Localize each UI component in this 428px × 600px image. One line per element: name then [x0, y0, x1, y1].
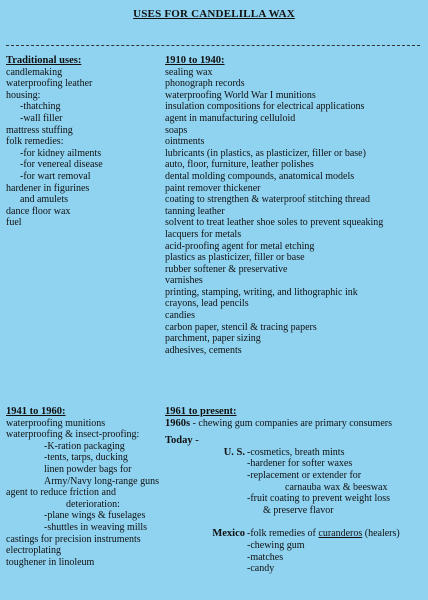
us-line-0: -cosmetics, breath mints [247, 446, 345, 458]
traditional-use-item: dance floor wax [6, 205, 71, 217]
mexico-line-3: -candy [247, 563, 275, 575]
mexico-line-0-suffix: (healers) [362, 528, 400, 540]
era-1960s-label: 1960s [165, 417, 191, 429]
era-1941-use-item: -tents, tarps, ducking [44, 452, 128, 464]
era-1960s-line [165, 418, 427, 430]
era-1910-use-item: insulation compositions for electrical applications [165, 101, 365, 113]
mexico-first-row [165, 528, 427, 540]
era-1941-use-item: -shuttles in weaving mills [44, 521, 148, 533]
era-1910-use-item: acid-proofing agent for metal etching [165, 240, 315, 252]
era-1910-use-item: sealing wax [165, 66, 213, 78]
era-1910-use-item: auto, floor, furniture, leather polishes [165, 159, 314, 171]
traditional-uses-section [6, 55, 161, 229]
era-1910-use-item: solvent to treat leather shoe soles to prevent squeaking [165, 217, 384, 229]
traditional-use-item: hardener in figurines [6, 182, 90, 194]
traditional-use-item: -for kidney ailments [20, 147, 102, 159]
era-1941-use-item: deterioration: [66, 498, 120, 510]
era-1910-use-item: phonograph records [165, 78, 245, 90]
era-1910-use-item: plastics as plasticizer, filler or base [165, 252, 305, 264]
page-title: USES FOR CANDELILLA WAX [133, 8, 295, 20]
era-1941-section [6, 406, 166, 568]
era-1910-use-item: lacquers for metals [165, 228, 242, 240]
era-1941-use-item: toughener in linoleum [6, 556, 95, 568]
traditional-use-item: fuel [6, 217, 22, 229]
era-1910-section [165, 55, 425, 356]
era-1910-use-item: tanning leather [165, 205, 225, 217]
era-1910-use-item: dental molding compounds, anatomical models [165, 170, 355, 182]
era-1910-use-item: parchment, paper sizing [165, 333, 261, 345]
traditional-use-item: -thatching [20, 101, 61, 113]
us-line-5: & preserve flavor [263, 504, 334, 516]
era-1910-use-item: paint remover thickener [165, 182, 261, 194]
era-1941-use-item: waterproofing munitions [6, 417, 106, 429]
traditional-use-item: housing: [6, 89, 41, 101]
era-1961-heading: 1961 to present: [165, 406, 237, 417]
era-1941-use-item: electroplating [6, 545, 61, 557]
era-1910-use-item: waterproofing World War I munitions [165, 89, 316, 101]
traditional-use-item: -wall filler [20, 112, 63, 124]
era-1960s-text: - chewing gum companies are primary consumers [190, 417, 392, 429]
era-1941-list [6, 418, 166, 569]
era-1910-use-item: crayons, lead pencils [165, 298, 249, 310]
era-1941-use-item: Army/Navy long-range guns [44, 475, 159, 487]
era-1910-use-item: coating to strengthen & waterproof stitching thread [165, 194, 370, 206]
era-1910-use-item: printing, stamping, writing, and lithographic ink [165, 286, 358, 298]
era-1941-use-item: castings for precision instruments [6, 533, 141, 545]
us-line-2: -replacement or extender for [247, 469, 362, 481]
traditional-use-item: and amulets [20, 194, 69, 206]
traditional-uses-heading: Traditional uses: [6, 55, 82, 66]
era-1941-use-item: agent to reduce friction and [6, 487, 116, 499]
era-1910-list [165, 67, 425, 357]
era-1910-heading: 1910 to 1940: [165, 55, 225, 66]
mexico-line-1: -chewing gum [247, 539, 305, 551]
us-label: U. S. [223, 446, 245, 458]
era-1941-use-item: linen powder bags for [44, 463, 132, 475]
era-1941-use-item: -plane wings & fuselages [44, 510, 146, 522]
traditional-use-item: waterproofing leather [6, 78, 93, 90]
era-1910-use-item: rubber softener & preservative [165, 263, 288, 275]
mexico-line-0-prefix: -folk remedies of [247, 528, 319, 540]
era-1910-use-item: lubricants (in plastics, as plasticizer, filler or base) [165, 147, 366, 159]
traditional-use-item: candlemaking [6, 66, 63, 78]
traditional-use-item: folk remedies: [6, 136, 64, 148]
era-1910-use-item: agent in manufacturing celluloid [165, 112, 296, 124]
us-line-3: carnauba wax & beeswax [285, 481, 388, 493]
era-1941-use-item: -K-ration packaging [44, 440, 125, 452]
mexico-label: Mexico [212, 528, 245, 540]
traditional-use-item: mattress stuffing [6, 124, 73, 136]
mexico-line-0 [247, 528, 400, 540]
dashed-divider [6, 45, 420, 46]
traditional-use-item: -for venereal disease [20, 159, 103, 171]
mexico-line-0-underlined: curanderos [318, 528, 363, 540]
today-label: Today - [165, 435, 199, 447]
era-1910-use-item: soaps [165, 124, 188, 136]
era-1941-heading: 1941 to 1960: [6, 406, 66, 417]
traditional-use-item: -for wart removal [20, 170, 91, 182]
era-1941-use-item: waterproofing & insect-proofing: [6, 429, 140, 441]
traditional-uses-list [6, 67, 161, 229]
era-1910-use-item: adhesives, cements [165, 344, 242, 356]
mexico-line-2: -matches [247, 551, 284, 563]
era-1910-use-item: carbon paper, stencil & tracing papers [165, 321, 317, 333]
us-first-row [165, 447, 427, 459]
era-1910-use-item: ointments [165, 136, 205, 148]
era-1910-use-item: candies [165, 310, 195, 322]
era-1910-use-item: varnishes [165, 275, 203, 287]
us-line-1: -hardener for softer waxes [247, 458, 353, 470]
era-1961-section [165, 406, 427, 575]
us-line-4: -fruit coating to prevent weight loss [247, 493, 391, 505]
